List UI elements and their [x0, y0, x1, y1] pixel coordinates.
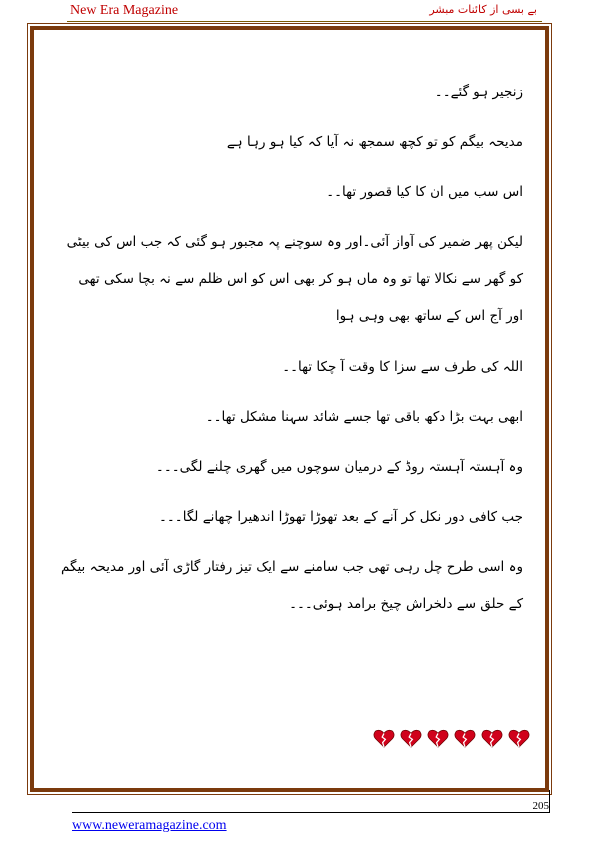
paragraph: جب کافی دور نکل کر آنے کے بعد تھوڑا تھوڑا اندھیرا چھانے لگا۔۔۔: [158, 509, 523, 525]
paragraph: وہ آہستہ آہستہ روڈ کے درمیان سوچوں میں گھری چلنے لگی۔۔۔: [155, 459, 523, 475]
footer-website-link[interactable]: www.neweramagazine.com: [72, 818, 227, 833]
broken-heart-icon: [400, 728, 422, 748]
broken-heart-icon: [427, 728, 449, 748]
paragraph: لیکن پھر ضمیر کی آواز آئی۔اور وہ سوچنے پہ مجبور ہو گئی کہ جب اس کی بیٹی کو گھر سے نکالا تھا تو وہ ماں ہو کر بھی اس کو اس ظلم سے نہ بچا سکی تھی اور آج اس کے ساتھ بھی وہی ہوا: [66, 234, 523, 324]
broken-heart-icon: [481, 728, 503, 748]
page-number-rule: [72, 812, 550, 813]
paragraph: اس سب میں ان کا کیا قصور تھا۔۔: [326, 184, 523, 200]
paragraph: اللہ کی طرف سے سزا کا وقت آ چکا تھا۔۔: [282, 359, 523, 375]
page-number: 205: [532, 800, 549, 812]
hearts-row: [373, 728, 530, 748]
story-body: [60, 82, 523, 645]
paragraph: وہ اسی طرح چل رہی تھی جب سامنے سے ایک تیز رفتار گاڑی آئی اور مدیحہ بیگم کے حلق سے دلخراش چیخ برامد ہوئی۔۔۔: [61, 559, 523, 612]
paragraph: مدیحہ بیگم کو تو کچھ سمجھ نہ آیا کہ کیا ہو رہا ہے: [226, 134, 523, 150]
paragraph: ابھی بہت بڑا دکھ باقی تھا جسے شائد سہنا مشکل تھا۔۔: [205, 409, 523, 425]
header-divider: [67, 21, 542, 22]
broken-heart-icon: [508, 728, 530, 748]
broken-heart-icon: [373, 728, 395, 748]
broken-heart-icon: [454, 728, 476, 748]
story-title: بے بسی از کائنات مبشر: [429, 3, 537, 16]
paragraph: زنجیر ہو گئے۔۔: [434, 84, 523, 100]
page-number-rule-vertical: [549, 790, 550, 812]
magazine-name: New Era Magazine: [70, 3, 179, 18]
